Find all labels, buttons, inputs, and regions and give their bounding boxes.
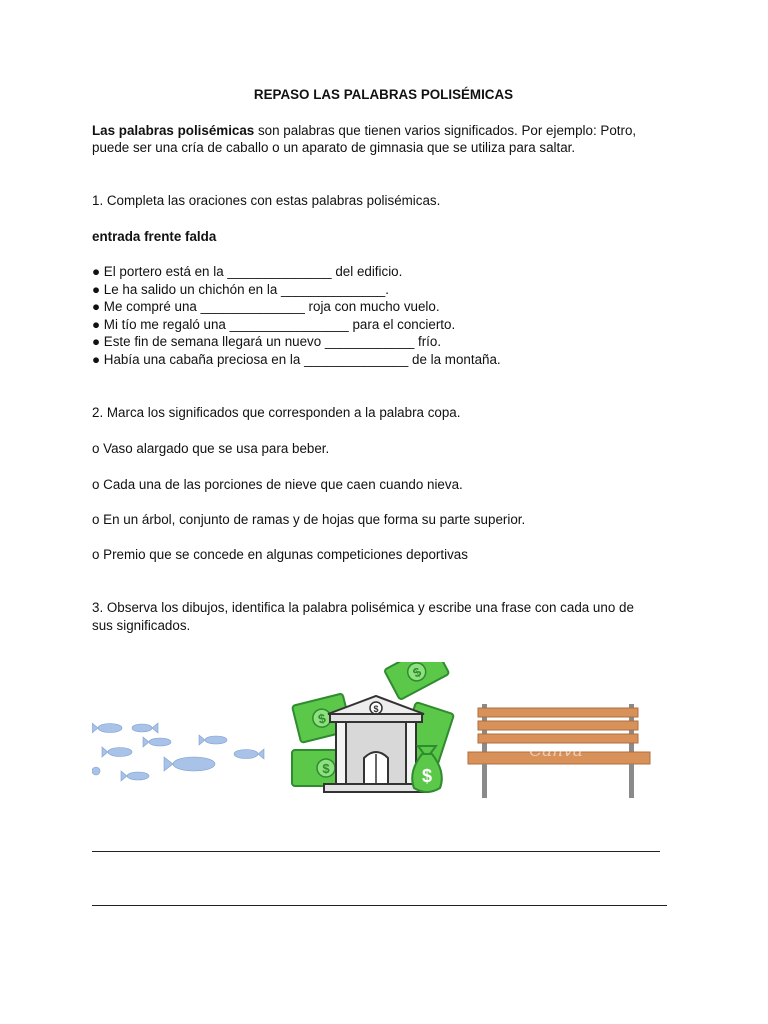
bank-with-money-illustration [288, 662, 458, 802]
fish-icon [92, 723, 122, 733]
fish-school-illustration [92, 716, 272, 788]
option-item[interactable]: o Cada una de las porciones de nieve que caen cuando nieva. [92, 477, 463, 492]
fish-icon [234, 749, 264, 759]
exercise2-instruction: 2. Marca los significados que corresponden a la palabra copa. [92, 405, 461, 420]
fish-icon [164, 757, 215, 771]
sentence-item: ● Le ha salido un chichón en la ______________. [92, 281, 389, 297]
fish-icon [143, 737, 171, 747]
sentence-item: ● Mi tío me regaló una ________________ para el concierto. [92, 316, 456, 332]
svg-text:$: $ [421, 766, 433, 786]
svg-text:$: $ [373, 704, 379, 714]
fish-icon [92, 767, 100, 775]
exercise3-instruction-line-1: 3. Observa los dibujos, identifica la palabra polisémica y escribe una frase con cada uno de [92, 600, 634, 615]
svg-text:$: $ [322, 761, 330, 776]
fish-icon [199, 735, 227, 745]
option-item[interactable]: o Premio que se concede en algunas competiciones deportivas [92, 547, 468, 562]
option-item[interactable]: o En un árbol, conjunto de ramas y de hojas que forma su parte superior. [92, 512, 526, 527]
exercise3-instruction-line-2: sus significados. [92, 618, 191, 633]
intro-line-1 [92, 122, 636, 140]
fish-icon [132, 723, 158, 733]
fish-icon [121, 771, 149, 781]
sentence-item: ● Me compré una ______________ roja con mucho vuelo. [92, 299, 440, 314]
intro-line-2: puede ser una cría de caballo o un aparato de gimnasia que se utiliza para saltar. [92, 140, 576, 155]
option-item[interactable]: o Vaso alargado que se usa para beber. [92, 441, 330, 456]
svg-text:$: $ [410, 663, 424, 681]
answer-line[interactable] [92, 905, 667, 906]
exercise1-instruction: 1. Completa las oraciones con estas palabras polisémicas. [92, 193, 441, 208]
sentence-item: ● Había una cabaña preciosa en la ______________ de la montaña. [92, 351, 501, 367]
sentence-item: ● Este fin de semana llegará un nuevo ____________ frío. [92, 334, 442, 349]
wooden-bench-illustration [466, 704, 654, 800]
intro-rest: son palabras que tienen varios significados. Por ejemplo: Potro, [254, 123, 637, 138]
canva-watermark: Canva [529, 741, 583, 761]
word-bank: entrada frente falda [92, 229, 217, 244]
page-title: REPASO LAS PALABRAS POLISÉMICAS [253, 87, 514, 102]
sentence-item: ● El portero está en la ______________ del edificio. [92, 264, 403, 279]
svg-text:$: $ [316, 710, 328, 727]
fish-icon [102, 747, 132, 757]
answer-line[interactable] [92, 851, 660, 852]
banknote-icon [384, 662, 449, 700]
intro-bold-term: Las palabras polisémicas [92, 123, 255, 138]
